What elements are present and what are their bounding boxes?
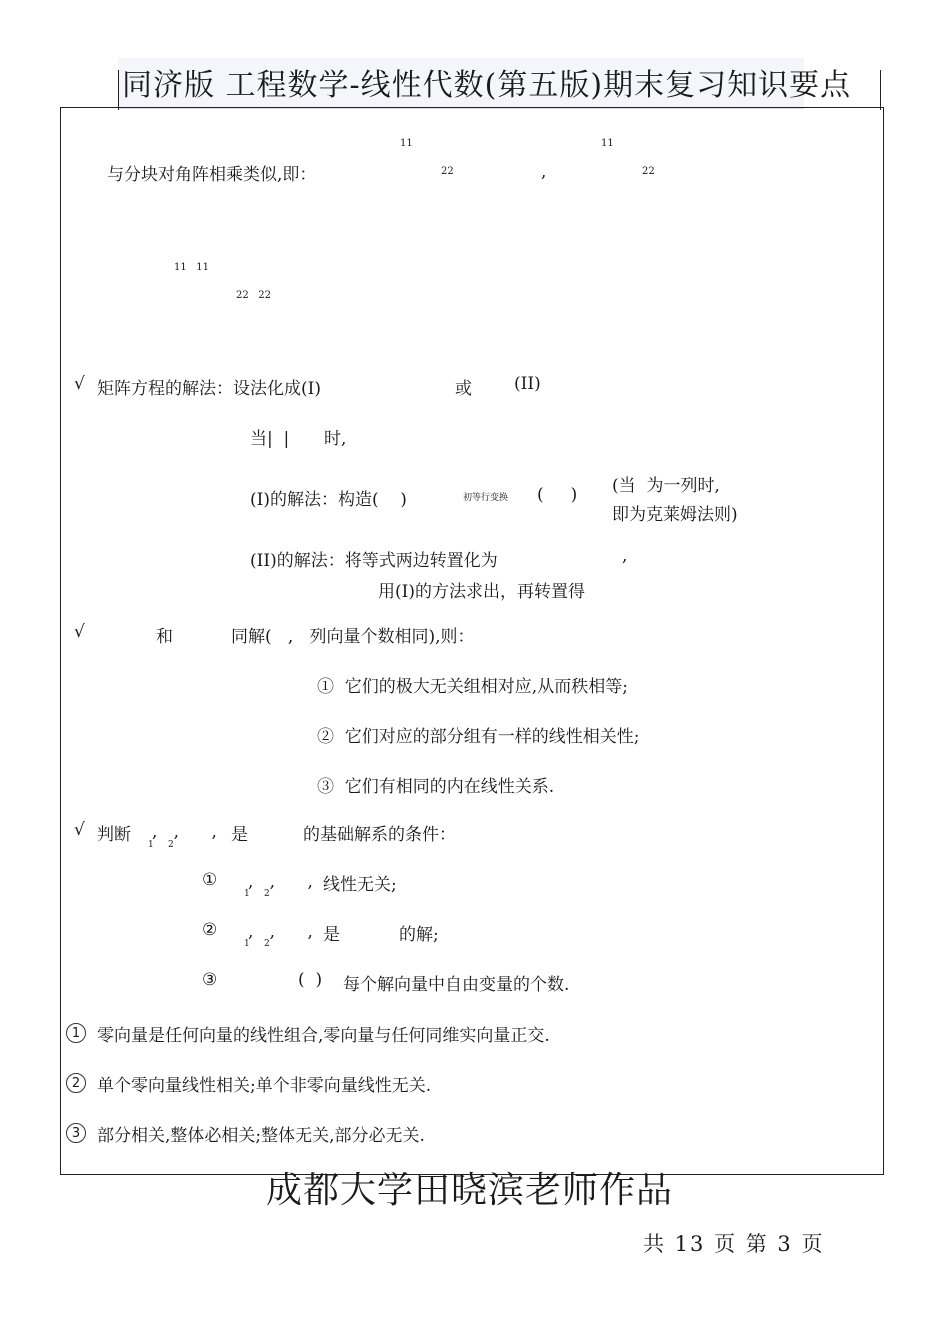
cramer-note-1: (当 为一列时, (612, 476, 720, 496)
condition-text: 线性无关; (323, 875, 397, 895)
separator-comma: , (541, 162, 547, 182)
vector-subscripts: 1 2 (244, 889, 270, 899)
author-credit: 成都大学田晓滨老师作品 (266, 1170, 674, 1211)
condition-number: ③ (202, 970, 218, 990)
rank-paren: ( ) (298, 970, 323, 990)
condition-text: 每个解向量中自由变量的个数. (343, 975, 570, 995)
check-mark: √ (74, 820, 85, 840)
is-word: 是 (323, 925, 340, 945)
cramer-note-2: 即为克莱姆法则) (612, 505, 738, 525)
form-two: (II) (514, 374, 541, 394)
result-matrix: ( ) (537, 485, 578, 505)
check-mark: √ (74, 374, 85, 394)
method-one: (I)的解法：构造( ) (250, 490, 407, 510)
page-title: 同济版 工程数学-线性代数(第五版)期末复习知识要点 (122, 68, 852, 103)
is-word: 是 (231, 825, 248, 845)
subscript: 11 (601, 138, 614, 149)
elementary-row-ops: 初等行变换 (463, 493, 509, 503)
fact-text: 单个零向量线性相关;单个非零向量线性无关. (97, 1076, 432, 1096)
determinant-condition: 当| | (250, 429, 290, 449)
fact-text: 零向量是任何向量的线性组合,零向量与任何同维实向量正交. (97, 1026, 550, 1046)
vector-subscripts: 1 2 (244, 939, 270, 949)
subscript-row: 22 22 (236, 290, 271, 301)
frame-tick-right (880, 70, 881, 110)
list-item: ③ 它们有相同的内在线性关系. (317, 777, 555, 797)
page-number: 共 13 页 第 3 页 (643, 1232, 825, 1256)
block-diag-text: 与分块对角阵相乘类似,即： (107, 165, 317, 185)
fact-number-badge: 2 (66, 1073, 86, 1093)
basis-condition: 的基础解系的条件： (303, 825, 456, 845)
and-word: 和 (156, 627, 173, 647)
fact-text: 部分相关,整体必相关;整体无关,部分必无关. (97, 1126, 425, 1146)
check-mark: √ (74, 622, 85, 642)
list-item: ② 它们对应的部分组有一样的线性相关性; (317, 727, 640, 747)
subscript: 22 (642, 166, 655, 177)
vector-commas: , , , (152, 822, 217, 842)
method-two: (II)的解法：将等式两边转置化为 (250, 551, 498, 571)
subscript-row: 11 11 (174, 262, 209, 273)
fact-number-badge: 1 (66, 1023, 86, 1043)
subscript: 22 (441, 166, 454, 177)
subscript: 11 (400, 138, 413, 149)
method-two-cont: 用(I)的方法求出，再转置得 (378, 582, 585, 602)
condition-number: ① (202, 870, 218, 890)
fact-number-badge: 3 (66, 1123, 86, 1143)
method-two-comma: , (622, 546, 628, 566)
condition-number: ② (202, 920, 218, 940)
same-solution-condition: 同解( , 列向量个数相同),则： (231, 627, 475, 647)
vector-subscripts: 1 2 (148, 840, 174, 850)
vector-commas: , , , (248, 922, 313, 942)
vector-commas: , , , (248, 872, 313, 892)
list-item: ① 它们的极大无关组相对应,从而秩相等; (317, 677, 628, 697)
frame-tick-left (118, 70, 119, 110)
condition-text: 的解; (399, 925, 439, 945)
matrix-eq-label: 矩阵方程的解法：设法化成(I) (97, 379, 321, 399)
judge-word: 判断 (97, 825, 131, 845)
or-word: 或 (455, 379, 472, 399)
condition-tail: 时, (324, 429, 347, 449)
